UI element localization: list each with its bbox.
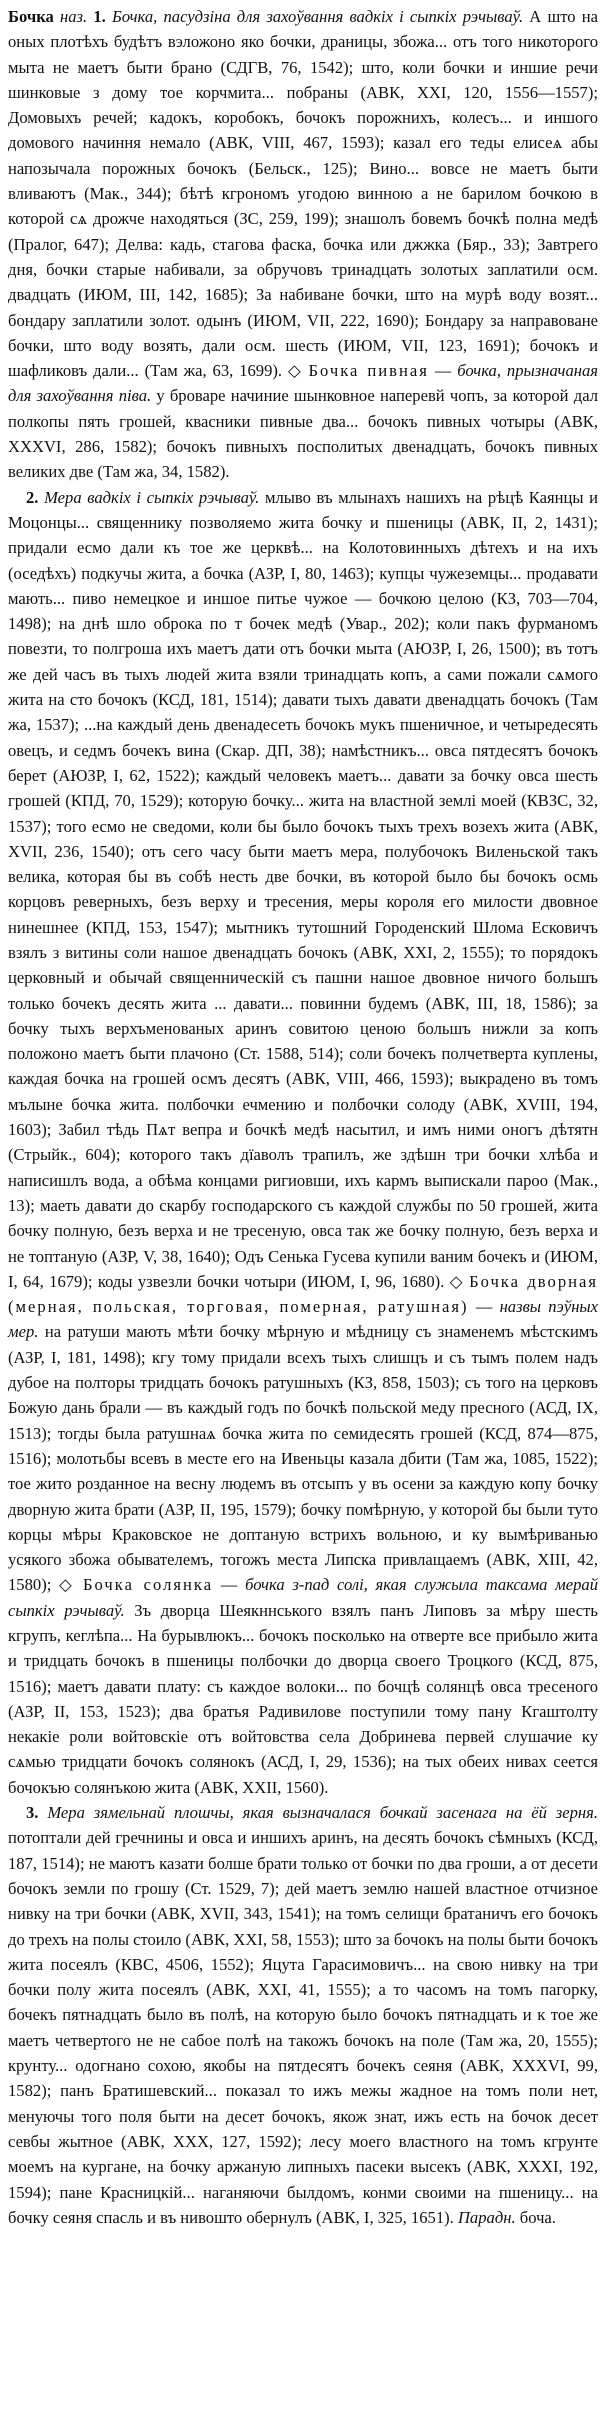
citation-text: —	[213, 1575, 246, 1595]
citation-text: млыво въ млынахъ нашихъ на рѣцѣ Каянцы и Моцонцы... священнику позволяемо жита бочку и пшеницы (АВК, II, 2, 1431); придали есмо дали къ тое же церквѣ... на Колотовинныхъ дѣтехъ и на ихъ (оседѣхъ) подкучы жита, а бочка (АЗР, I, 80, 1463); купцы чужеземцы... продавати мають... пиво немецкое и иншое питье чужое — бочкою целою (КЗ, 703—704, 1498); на днѣ шло оброка по т бочек медѣ (Увар., 202); коли пакъ фурманомъ повезти, то полгроша ихъ маетъ дати отъ бочки мыта (АЮЗР, I, 26, 1500); въ тотъ же дей часъ въ тыхъ людей жита взяли тринадцать копъ, а сами пожали сѧмого жита на сто бочокъ (КСД, 181, 1514); давати тыхъ давати двенадцать бочокъ (Там жа, 1537); ...на каждый день двенадесеть бочокъ мукъ пшеничное, и четыредесять овецъ, и седмъ бочекъ вина (Скар. ДП, 38); намѣстникъ... овса пятдесятъ бочокъ берет (АЮЗР, I, 62, 1522); каждый человекъ маетъ... давати за бочку овса шесть грошей (КПД, 70, 1529); которую бочку... жита на властной землі моей (КВЗС, 32, 1537); того есмо не сведоми, коли бы было бочокъ тыхъ трехъ возехъ жита (АВК, XVII, 236, 1540); отъ сего часу быти маетъ мера, полубочокъ Виленьской такъ велика, которая бы въ собѣ несть две бочки, въ которой было бы бочокъ осмь корцовъ реверныхъ, безъ верху и тресения, меры короля его милости двовное нинешнее (КПД, 153, 1547); мытникъ тутошний Городенский Шлома Есковичъ взялъ з витины соли нашое двенадцать бочокъ (АВК, XXI, 2, 1555); то порядокъ церковный и обычай священническій съ пашни нашое двовное ничого большъ только бочекъ десять жита ... давати... повинни будемъ (АВК, III, 18, 1586); за бочку тыхъ верхъменованых аринъ совитою ценою большъ нижли за копъ положоно маетъ быти плачоно (Ст. 1588, 514); соли бочекъ полчетверта куплены, каждая бочка на грошей осмъ десятъ (АВК, VIII, 466, 1593); выкрадено въ томъ мълыне бочка жита. полбочки ечмению и полбочки солоду (АВК, XVIII, 194, 1603); Забил тѣдь Пѧт вепра и бочкѣ медѣ насытил, и имъ ними оногъ дѣтятн (Стрыйк., 604); которого такъ дїаволъ трапилъ, же здѣшн три бочки хлѣба и написишлъ вода, а обѣма концами ригиовши, ихъ кармъ выпискали пароо (Мак., 13); маеть давати до скарбу господарского съ каждой службы по 50 грошей, жита бочку полную, безъ верха и не тресеную, овса так же бочку полную, безъ верха и не топтаную (АЗР, V, 38, 1640); Одъ Сенька Гусева купили ваним бочекъ и (ИЮМ, I, 64, 1679); коды узвезли бочки чотыри (ИЮМ, I, 96, 1680). ◇	[8, 487, 598, 1291]
sense-number: 1.	[93, 7, 106, 26]
headword: Бочка	[8, 7, 54, 26]
subentry-term: Бочка дворная (мерная, польская, торговая, померная, ратушная)	[8, 1271, 598, 1317]
definition-text: назвы пэўных мер.	[8, 1297, 599, 1342]
citation-text: боча.	[515, 2207, 556, 2227]
citation-text: —	[468, 1297, 500, 1317]
sense-number: 3.	[26, 1803, 39, 1823]
entry-paragraph	[8, 4, 598, 485]
definition-text: Мера зямельнай плошчы, якая вызначалася бочкай засенага на ёй зерня.	[47, 1803, 599, 1823]
citation-text	[38, 1803, 47, 1822]
definition-text: Парадн.	[457, 2207, 516, 2227]
entry-paragraph	[8, 485, 598, 1800]
citation-text: А што на оных плотѣхъ будѣтъ вэложоно яко бочки, драницы, збожа... отъ того никоторого мыта не маетъ быти брано (СДГВ, 76, 1542); што, коли бочки и иншие речи шинковые з дому тое корчмита... побраны (АВК, XXI, 120, 1556—1557); Домовыхъ речей; кадокъ, коробокъ, бочокъ порожнихъ, колесъ... и иншого домового начиння немало (АВК, VIII, 467, 1593); казал его теды елисеѧ абы напозычала порожных бочокъ (Бельск., 125); Вино... вовсе не маетъ быти вливаютъ (Мак., 344); бѣтѣ кгрономъ угодою винною а не барилом бочкою в которой сѧ дрожче находяться (ЗС, 259, 199); знашолъ бовемъ бочкѣ полна медѣ (Пралог, 647); Делва: кадь, стагова фаска, бочка или джжка (Бяр., 33); Завтрего дня, бочки старые набивали, за обручовъ тринадцать золотых заплатили осм. двадцать (ИЮМ, III, 142, 1685); За набиване бочки, што на мурѣ воду возят... бондару заплатили золот. одынъ (ИЮМ, VII, 222, 1690); Бондару за направоване бочки, што воду возять, дали осм. шесть (ИЮМ, VII, 123, 1691); бочокъ и шафликовъ дали... (Там жа, 63, 1699). ◇	[8, 7, 598, 381]
definition-text: Бочка, пасудзіна для захоўвання вадкіх і сыпкіх рэчываў.	[111, 7, 524, 26]
citation-text: у броваре начиние шынковное наперевй чопъ, за которой дал полкопы пять грошей, квасники пивные два... бочокъ пивных чотыры (АВК, XXXVI, 286, 1582); бочокъ пивныхъ посполитых двенадцать, бочокъ пивных великих две (Там жа, 34, 1582).	[8, 386, 598, 482]
subentry-term: Бочка пивная	[308, 361, 429, 381]
citation-text: потоптали дей гречнины и овса и иншихъ аринъ, на десять бочокъ сѣмныхъ (КСД, 187, 1514); не маютъ казати болше брати только от бочки по два гроши, а от десети бочокъ земли по грошу (Ст. 1529, 7); дей маетъ землю нашей властное отчизное нивку на три бочки (АВК, XVII, 343, 1541); на томъ селищи братаничъ его бочокъ до трехъ на полы стоило (АВК, XXI, 58, 1553); што за бочокъ на полы быти бочокъ жита посеялъ (КВС, 4506, 1552); Яцута Гарасимовичъ... на свою нивку на три бочки полу жита посеялъ (АВК, XXI, 41, 1555); а то часомъ на томъ пагорку, бочекъ пятнадцать было въ полѣ, на которую было бочокъ пятнадцать и к тое же маетъ четвертого не не сабое полѣ на такожъ бочокъ на поле (Там жа, 20, 1555); крунту... одогнано сохою, якобы на пятдесятъ бочекъ сеяня (АВК, XXXVI, 99, 1582); панъ Братишевский... показал то ижъ межы жадное на томъ поли нет, менуючы того поля быти на десет бочокъ, якож знат, ижъ есть на бочок десет севбы жытное (АВК, ХХХ, 127, 1592); лесу моего властного на томъ кгрунте моемъ на кургане, на бочку аржаную липныхъ пасеки высекъ (АВК, XXXI, 192, 1594); пане Красницкій... наганяючи былдомъ, конми своими на пшеницу... на бочку сеяня спасль и въ нивошто обернулъ (АВК, I, 325, 1651).	[8, 1828, 598, 2227]
definition-text: бочка з-пад солі, якая служыла таксама мерай сыпкіх рэчываў.	[8, 1575, 599, 1620]
citation-text: —	[428, 361, 458, 381]
definition-text: наз.	[59, 7, 88, 26]
sense-number: 2.	[26, 487, 39, 507]
entry-paragraph	[8, 1800, 598, 2230]
definition-text: бочка, прызначаная для захоўвання піва.	[8, 361, 599, 406]
definition-text: Мера вадкіх і сыпкіх рэчываў.	[44, 487, 260, 507]
citation-text: Зъ дворца Шеякннського взялъ панъ Липовъ за мѣру шесть кгрупъ, кеглѣпа... На бурывлюкъ... бочокъ посколько на отверте все прибыло жита и тридцать бочокъ в пшеницы полбочки до дворца своего Троцкого (КСД, 875, 1516); маетъ давати плату: съ каждое волоки... по бочцѣ солянцѣ овса тресеного (АЗР, II, 153, 1523); два братья Радивилове поступили тому пану Кгаштолту некакіе роли войтовскіе отъ войтовства села Добринева первей слушачие ку сѧмью тридцати бочокъ солянокъ (АСД, I, 29, 1536); на тых обеих нивах сеется бочокъю солянъкою жита (АВК, XXII, 1560).	[8, 1600, 598, 1797]
dictionary-entry-column	[8, 4, 598, 2230]
citation-text: на ратуши мають мѣти бочку мѣрную и мѣдницу съ знаменемъ мѣстскимъ (АЗР, I, 181, 1498); кгу тому придали всехъ тыхъ слишцъ и съ тымъ полем надъ дубое на полторы тридцать бочокъ ратушныхъ (КЗ, 858, 1503); съ того на церковъ Божую дань брали — въ каждый годъ по бочкѣ польской меду пресного (АСД, IX, 1513); тогды была ратушнаѧ бочка жита по семидесять грошей (КСД, 874—875, 1516); молотьбы всевъ в месте его на Ивеньцы казала дбити (Там жа, 1085, 1522); тое жито розданное на весну людемъ въ отсыпъ у въ осени за каждую копу бочку дворную жита брати (АЗР, II, 195, 1579); бочку помѣрную, у которой бы были туто корцы мѣры Краковское не доптаную встрихъ вольною, и ку вымѣриванью усякого збожа обывателемъ, тогожъ места Липска привлащаемъ (АВК, XIII, 42, 1580); ◇	[8, 1322, 599, 1595]
subentry-term: Бочка солянка	[83, 1575, 214, 1595]
